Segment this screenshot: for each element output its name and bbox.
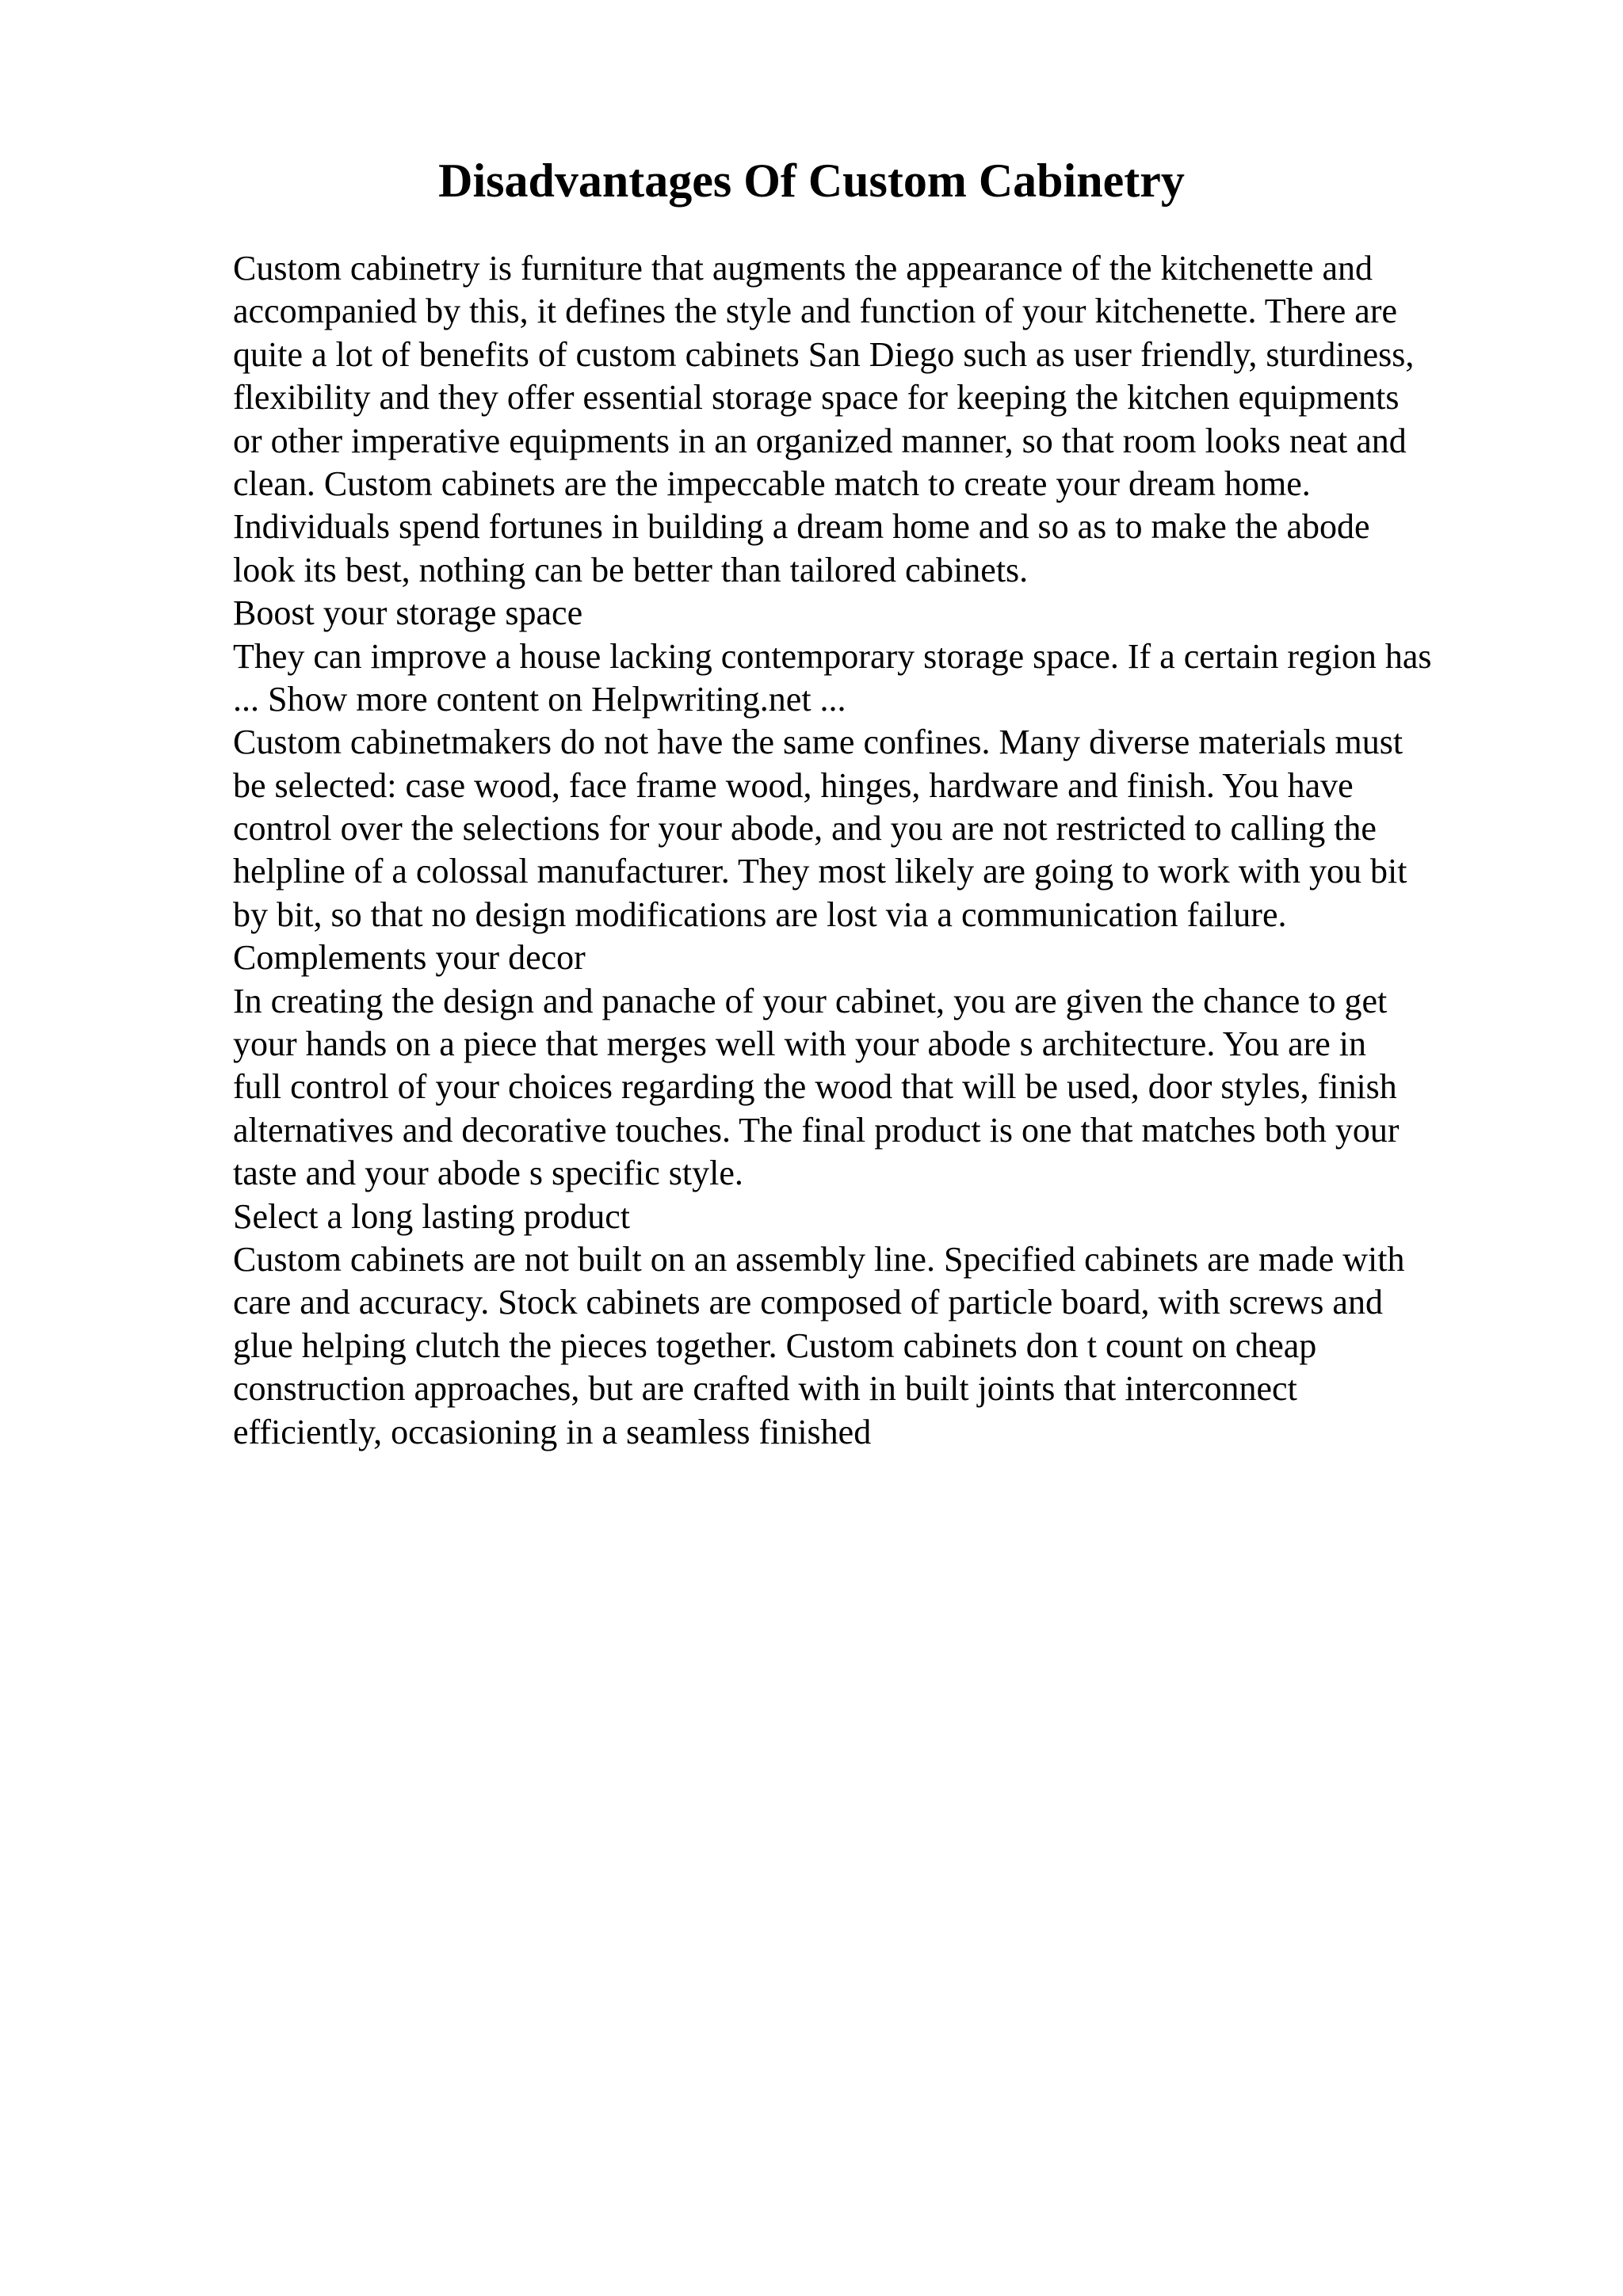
body-line: Custom cabinets are not built on an assembly line. Specified cabinets are made with xyxy=(233,1239,1405,1279)
body-line: In creating the design and panache of your cabinet, you are given the chance to get xyxy=(233,981,1388,1020)
body-line: care and accuracy. Stock cabinets are composed of particle board, with screws and xyxy=(233,1283,1383,1322)
section-heading: Complements your decor xyxy=(233,938,586,978)
body-line: be selected: case wood, face frame wood, hinges, hardware and finish. You have xyxy=(233,765,1354,805)
page-title: Disadvantages Of Custom Cabinetry xyxy=(438,154,1185,207)
body-line: full control of your choices regarding the wood that will be used, door styles, finish xyxy=(233,1067,1397,1107)
body-line: by bit, so that no design modifications are lost via a communication failure. xyxy=(233,894,1287,934)
body-line: Individuals spend fortunes in building a dream home and so as to make the abode xyxy=(233,507,1370,547)
body-line: helpline of a colossal manufacturer. They most likely are going to work with you bit xyxy=(233,852,1407,891)
body-line: control over the selections for your abode, and you are not restricted to calling the xyxy=(233,809,1377,849)
body-line: Custom cabinetry is furniture that augments the appearance of the kitchenette and xyxy=(233,249,1373,288)
body-line: quite a lot of benefits of custom cabinets San Diego such as user friendly, sturdiness, xyxy=(233,334,1415,374)
show-more-line: ... Show more content on Helpwriting.net ... xyxy=(233,679,846,719)
body-line: or other imperative equipments in an organized manner, so that room looks neat and xyxy=(233,421,1407,460)
body-line: flexibility and they offer essential storage space for keeping the kitchen equipments xyxy=(233,378,1400,418)
body-line: taste and your abode s specific style. xyxy=(233,1154,743,1193)
body-line: glue helping clutch the pieces together. Custom cabinets don t count on cheap xyxy=(233,1325,1317,1365)
section-heading: Boost your storage space xyxy=(233,593,583,633)
section-heading: Select a long lasting product xyxy=(233,1196,630,1236)
body-line: your hands on a piece that merges well with your abode s architecture. You are in xyxy=(233,1024,1366,1064)
body-line: They can improve a house lacking contemporary storage space. If a certain region has xyxy=(233,636,1432,676)
document-body xyxy=(233,247,1533,1454)
body-line: accompanied by this, it defines the style and function of your kitchenette. There are xyxy=(233,292,1398,331)
body-line: Custom cabinetmakers do not have the same confines. Many diverse materials must xyxy=(233,723,1403,762)
body-line: look its best, nothing can be better than tailored cabinets. xyxy=(233,550,1029,589)
body-line: alternatives and decorative touches. The final product is one that matches both your xyxy=(233,1110,1400,1150)
body-line: clean. Custom cabinets are the impeccable match to create your dream home. xyxy=(233,463,1311,503)
body-line: efficiently, occasioning in a seamless finished xyxy=(233,1412,872,1451)
body-line: construction approaches, but are crafted with in built joints that interconnect xyxy=(233,1369,1297,1409)
